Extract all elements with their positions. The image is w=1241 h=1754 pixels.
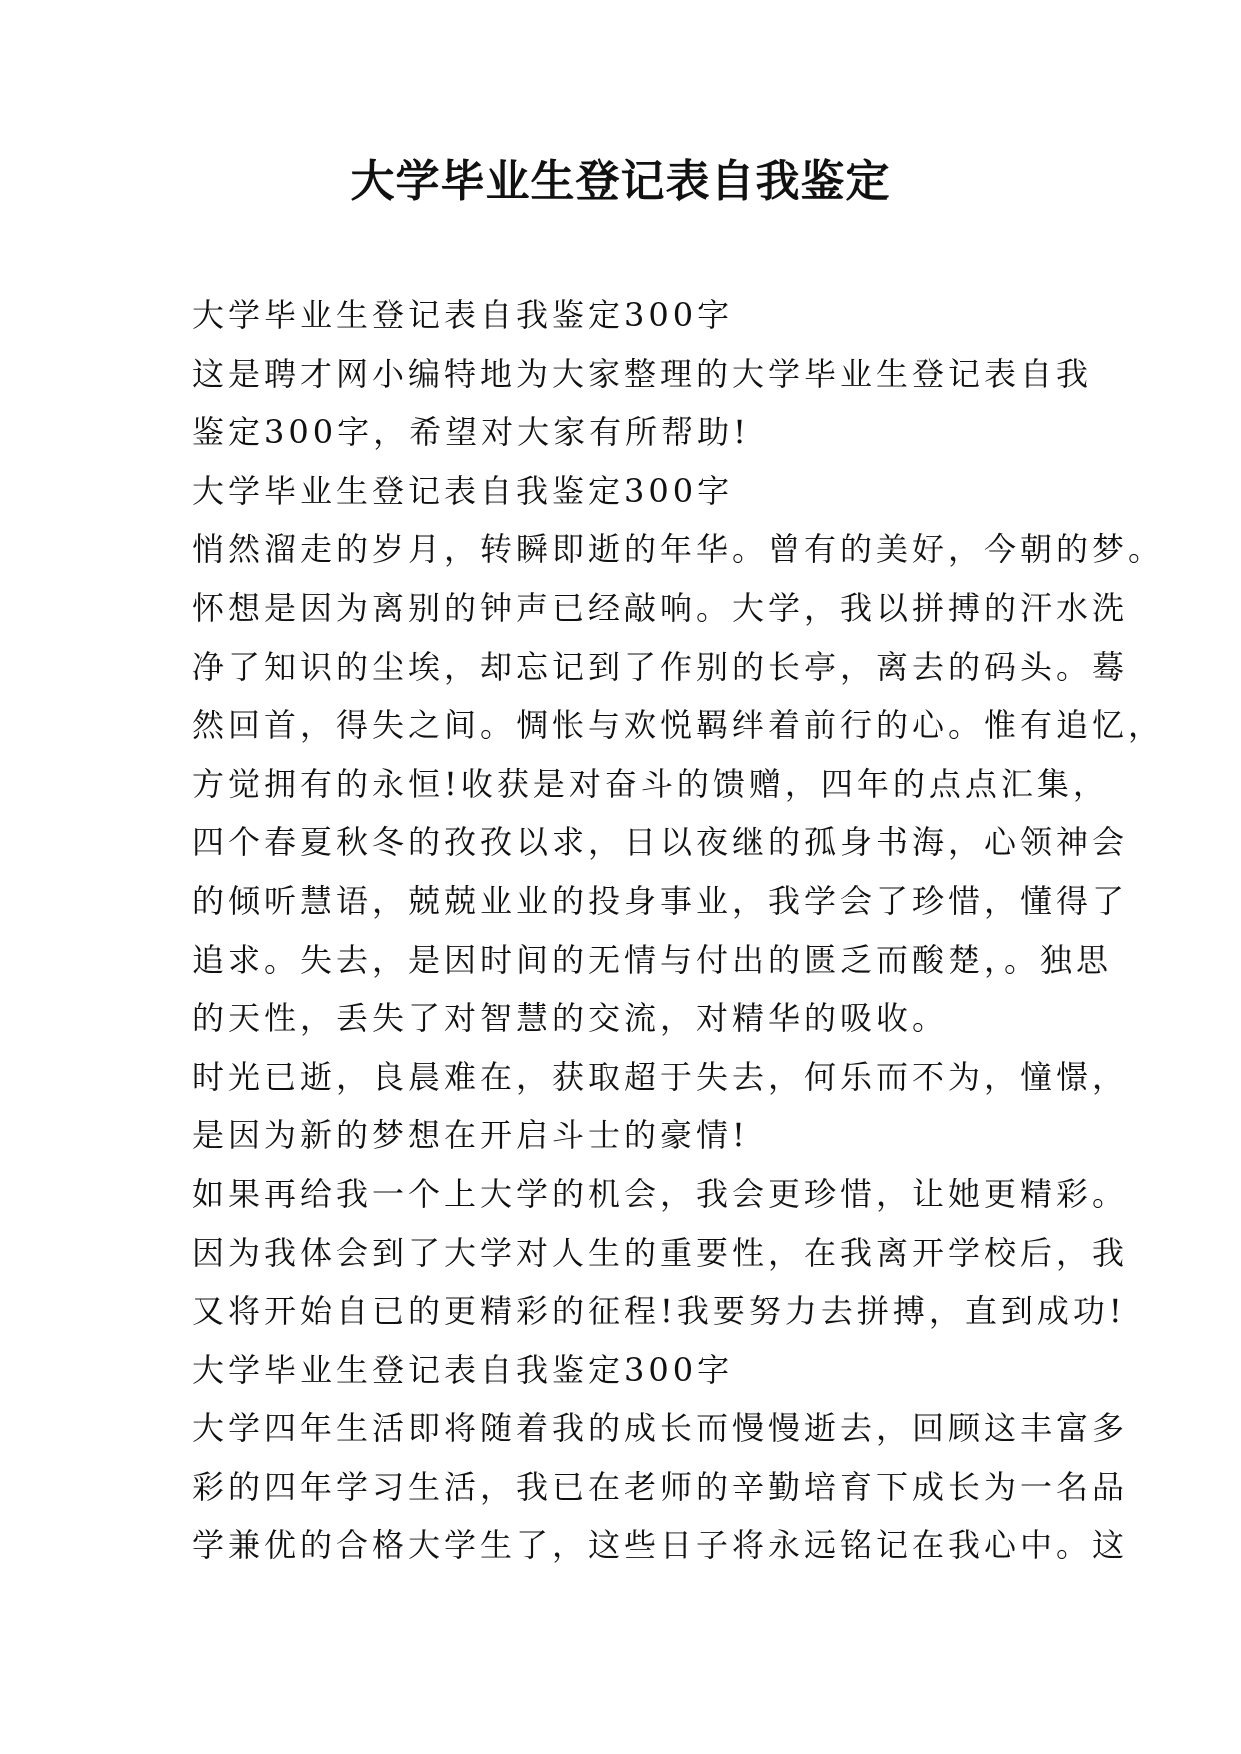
text-line: 是因为新的梦想在开启斗士的豪情! bbox=[192, 1116, 749, 1155]
text-line: 然回首，得失之间。惆怅与欢悦羁绊着前行的心。惟有追忆， bbox=[192, 706, 1165, 745]
text-line: 净了知识的尘埃，却忘记到了作别的长亭，离去的码头。蓦 bbox=[192, 647, 1129, 686]
text-line: 大学毕业生登记表自我鉴定300字 bbox=[192, 1350, 734, 1389]
text-line: 大学四年生活即将随着我的成长而慢慢逝去，回顾这丰富多 bbox=[192, 1409, 1129, 1448]
text-line: 鉴定300字，希望对大家有所帮助! bbox=[192, 413, 750, 452]
text-line: 追求。失去，是因时间的无情与付出的匮乏而酸楚，。独思 bbox=[192, 940, 1113, 979]
document-body bbox=[192, 286, 1165, 1575]
text-line: 四个春夏秋冬的孜孜以求，日以夜继的孤身书海，心领神会 bbox=[192, 823, 1129, 862]
text-line: 因为我体会到了大学对人生的重要性，在我离开学校后，我 bbox=[192, 1233, 1129, 1272]
text-line: 这是聘才网小编特地为大家整理的大学毕业生登记表自我 bbox=[192, 354, 1093, 393]
text-line: 时光已逝，良晨难在，获取超于失去，何乐而不为，憧憬， bbox=[192, 1057, 1129, 1096]
text-line: 学兼优的合格大学生了，这些日子将永远铭记在我心中。这 bbox=[192, 1526, 1129, 1565]
text-line: 如果再给我一个上大学的机会，我会更珍惜，让她更精彩。 bbox=[192, 1174, 1129, 1213]
text-line: 悄然溜走的岁月，转瞬即逝的年华。曾有的美好，今朝的梦。 bbox=[192, 530, 1165, 569]
text-line: 彩的四年学习生活，我已在老师的辛勤培育下成长为一名品 bbox=[192, 1467, 1129, 1506]
text-line: 大学毕业生登记表自我鉴定300字 bbox=[192, 296, 734, 334]
text-line: 方觉拥有的永恒!收获是对奋斗的馈赠，四年的点点汇集， bbox=[192, 764, 1109, 803]
text-line: 又将开始自已的更精彩的征程!我要努力去拼搏，直到成功! bbox=[192, 1292, 1126, 1331]
text-line: 的倾听慧语，兢兢业业的投身事业，我学会了珍惜，懂得了 bbox=[192, 881, 1129, 920]
text-line: 的天性，丢失了对智慧的交流，对精华的吸收。 bbox=[192, 999, 949, 1038]
document-title: 大学毕业生登记表自我鉴定 bbox=[350, 156, 891, 207]
text-line: 大学毕业生登记表自我鉴定300字 bbox=[192, 471, 734, 510]
text-line: 怀想是因为离别的钟声已经敲响。大学，我以拼搏的汗水洗 bbox=[192, 588, 1129, 627]
